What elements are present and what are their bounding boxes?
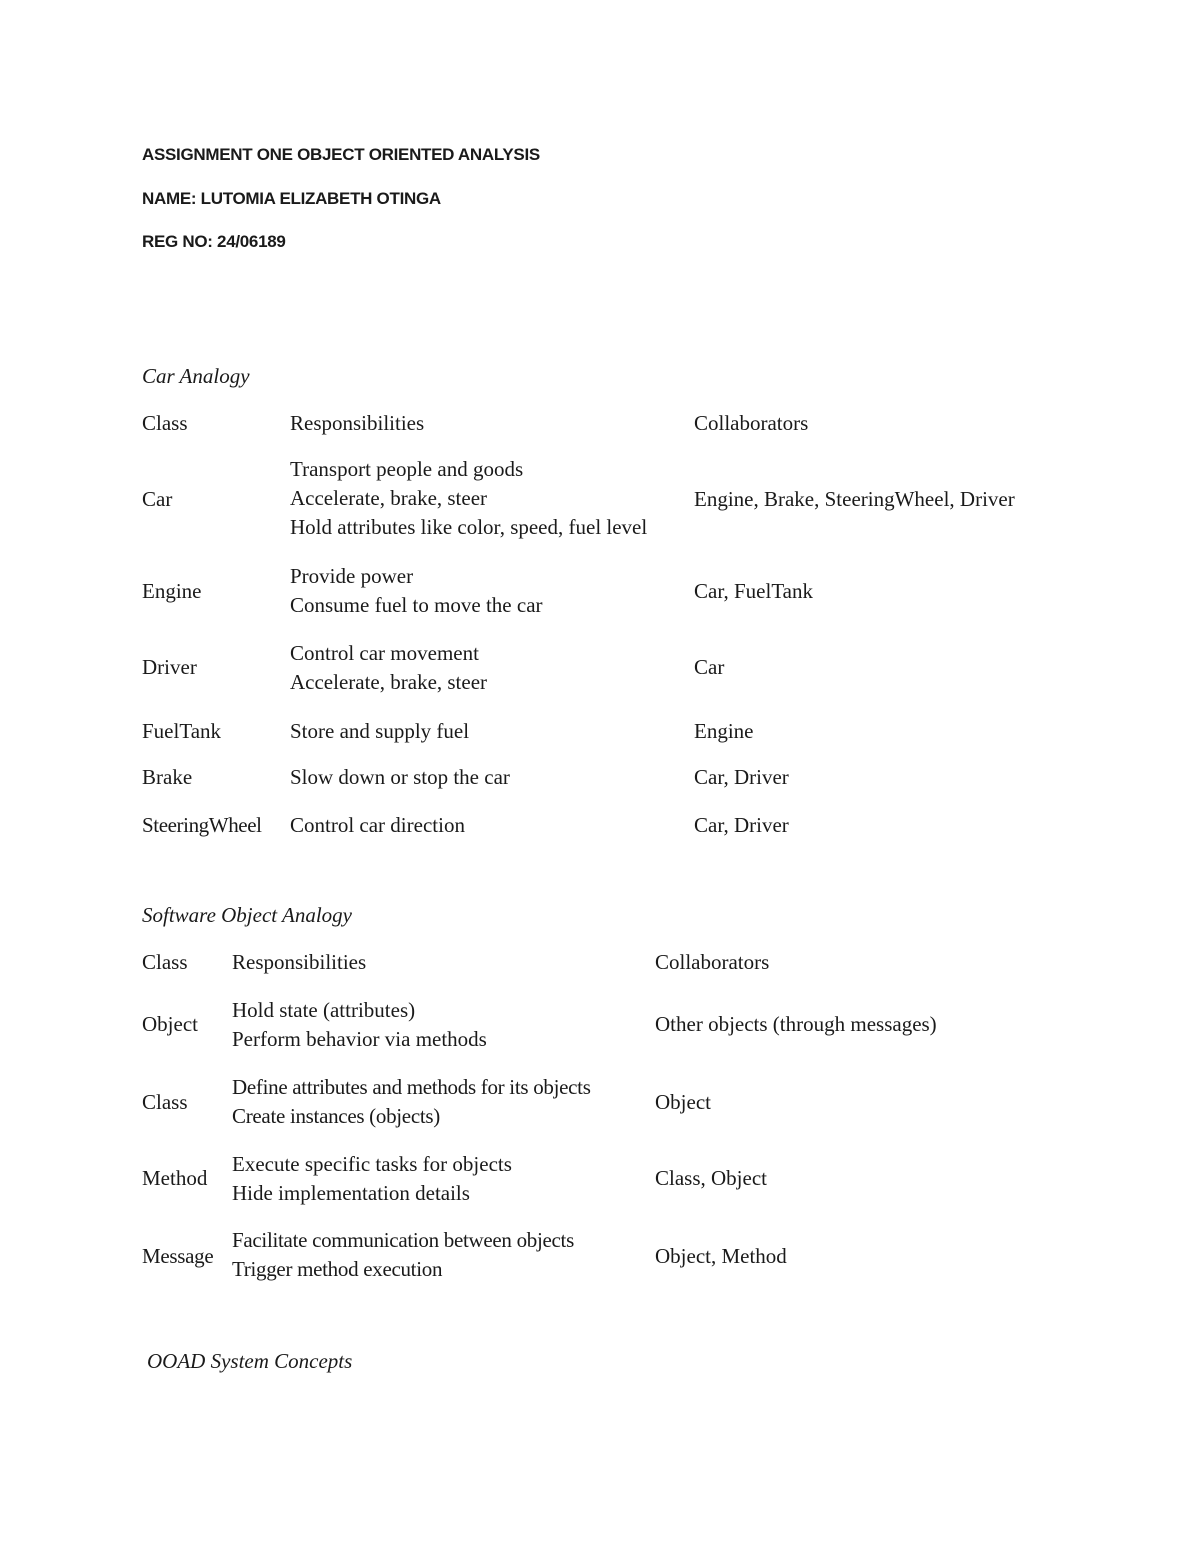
software-row-collaborators: Other objects (through messages) [655, 1012, 937, 1036]
responsibility-line: Control car direction [290, 813, 465, 837]
car-analogy-title: Car Analogy [142, 364, 250, 388]
car-row-collaborators: Engine, Brake, SteeringWheel, Driver [694, 487, 1015, 511]
responsibility-line: Trigger method execution [232, 1257, 443, 1281]
car-header-responsibilities: Responsibilities [290, 411, 425, 435]
car-row-responsibilities [290, 717, 469, 746]
car-row-collaborators: Car [694, 655, 725, 679]
software-header-collaborators: Collaborators [655, 950, 770, 974]
responsibility-line: Create instances (objects) [232, 1104, 440, 1128]
responsibility-line: Slow down or stop the car [290, 765, 510, 789]
car-row-responsibilities [290, 455, 647, 542]
responsibility-line: Provide power [290, 564, 414, 588]
software-row-collaborators: Object [655, 1090, 711, 1114]
responsibility-line: Accelerate, brake, steer [290, 486, 488, 510]
student-name: NAME: LUTOMIA ELIZABETH OTINGA [142, 189, 441, 208]
software-row-class: Message [142, 1244, 214, 1268]
car-row-responsibilities [290, 811, 465, 840]
car-row-collaborators: Car, Driver [694, 813, 789, 837]
software-row-class: Class [142, 1090, 188, 1114]
software-header-class: Class [142, 950, 188, 974]
car-header-class: Class [142, 411, 188, 435]
software-row-responsibilities [232, 1073, 591, 1131]
car-row-collaborators: Car, FuelTank [694, 579, 813, 603]
car-row-collaborators: Car, Driver [694, 765, 789, 789]
responsibility-line: Define attributes and methods for its objects [232, 1075, 591, 1099]
car-row-class: FuelTank [142, 719, 222, 743]
responsibility-line: Hold state (attributes) [232, 998, 416, 1022]
car-row-responsibilities [290, 562, 543, 620]
responsibility-line: Consume fuel to move the car [290, 593, 543, 617]
software-row-class: Object [142, 1012, 198, 1036]
software-analogy-title: Software Object Analogy [142, 903, 352, 927]
responsibility-line: Control car movement [290, 641, 479, 665]
responsibility-line: Hold attributes like color, speed, fuel level [290, 515, 648, 539]
car-row-class: SteeringWheel [142, 813, 262, 837]
software-header-responsibilities: Responsibilities [232, 950, 367, 974]
car-header-collaborators: Collaborators [694, 411, 809, 435]
software-row-collaborators: Object, Method [655, 1244, 787, 1268]
car-row-class: Driver [142, 655, 197, 679]
assignment-title: ASSIGNMENT ONE OBJECT ORIENTED ANALYSIS [142, 145, 540, 164]
responsibility-line: Transport people and goods [290, 457, 524, 481]
car-row-class: Car [142, 487, 173, 511]
responsibility-line: Hide implementation details [232, 1181, 470, 1205]
software-row-class: Method [142, 1166, 208, 1190]
responsibility-line: Facilitate communication between objects [232, 1228, 574, 1252]
responsibility-line: Store and supply fuel [290, 719, 470, 743]
car-row-responsibilities [290, 639, 487, 697]
responsibility-line: Accelerate, brake, steer [290, 670, 488, 694]
software-row-responsibilities [232, 996, 487, 1054]
car-row-class: Brake [142, 765, 193, 789]
software-row-responsibilities [232, 1150, 512, 1208]
responsibility-line: Execute specific tasks for objects [232, 1152, 512, 1176]
responsibility-line: Perform behavior via methods [232, 1027, 487, 1051]
car-row-responsibilities [290, 763, 510, 792]
ooad-concepts-title: OOAD System Concepts [147, 1349, 353, 1373]
car-row-collaborators: Engine [694, 719, 754, 743]
car-row-class: Engine [142, 579, 202, 603]
registration-number: REG NO: 24/06189 [142, 232, 286, 251]
software-row-responsibilities [232, 1226, 574, 1284]
software-row-collaborators: Class, Object [655, 1166, 767, 1190]
